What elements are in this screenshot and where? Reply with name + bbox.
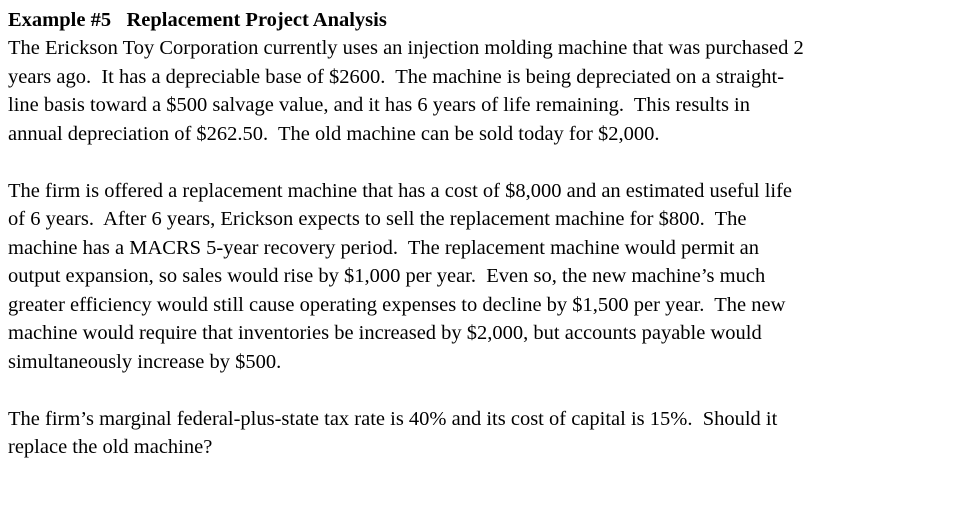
paragraph-spacer <box>8 148 948 177</box>
paragraph-line: machine has a MACRS 5-year recovery period. The replacement machine would permit an <box>8 236 760 259</box>
paragraph-line: The firm is offered a replacement machine that has a cost of $8,000 and an estimated useful life <box>8 179 793 202</box>
document-page <box>8 6 948 462</box>
paragraph-replacement-machine <box>8 177 948 377</box>
paragraph-old-machine <box>8 34 948 148</box>
paragraph-line: greater efficiency would still cause operating expenses to decline by $1,500 per year. The new <box>8 293 786 316</box>
paragraph-line: The Erickson Toy Corporation currently uses an injection molding machine that was purchased 2 <box>8 37 804 59</box>
paragraph-line: machine would require that inventories be increased by $2,000, but accounts payable would <box>8 322 762 344</box>
paragraph-line: annual depreciation of $262.50. The old machine can be sold today for $2,000. <box>8 122 660 145</box>
paragraph-spacer <box>8 376 948 405</box>
paragraph-question <box>8 405 948 462</box>
paragraph-line: line basis toward a $500 salvage value, and it has 6 years of life remaining. This results in <box>8 94 750 116</box>
paragraph-line: The firm’s marginal federal-plus-state tax rate is 40% and its cost of capital is 15%. Should it <box>8 407 778 430</box>
paragraph-line: years ago. It has a depreciable base of $2600. The machine is being depreciated on a straight- <box>8 65 785 88</box>
paragraph-line: output expansion, so sales would rise by $1,000 per year. Even so, the new machine’s much <box>8 265 766 287</box>
paragraph-line: of 6 years. After 6 years, Erickson expects to sell the replacement machine for $800. The <box>8 208 747 230</box>
paragraph-line: simultaneously increase by $500. <box>8 350 282 373</box>
paragraph-line: replace the old machine? <box>8 436 213 458</box>
example-title: Example #5 Replacement Project Analysis <box>8 9 387 31</box>
